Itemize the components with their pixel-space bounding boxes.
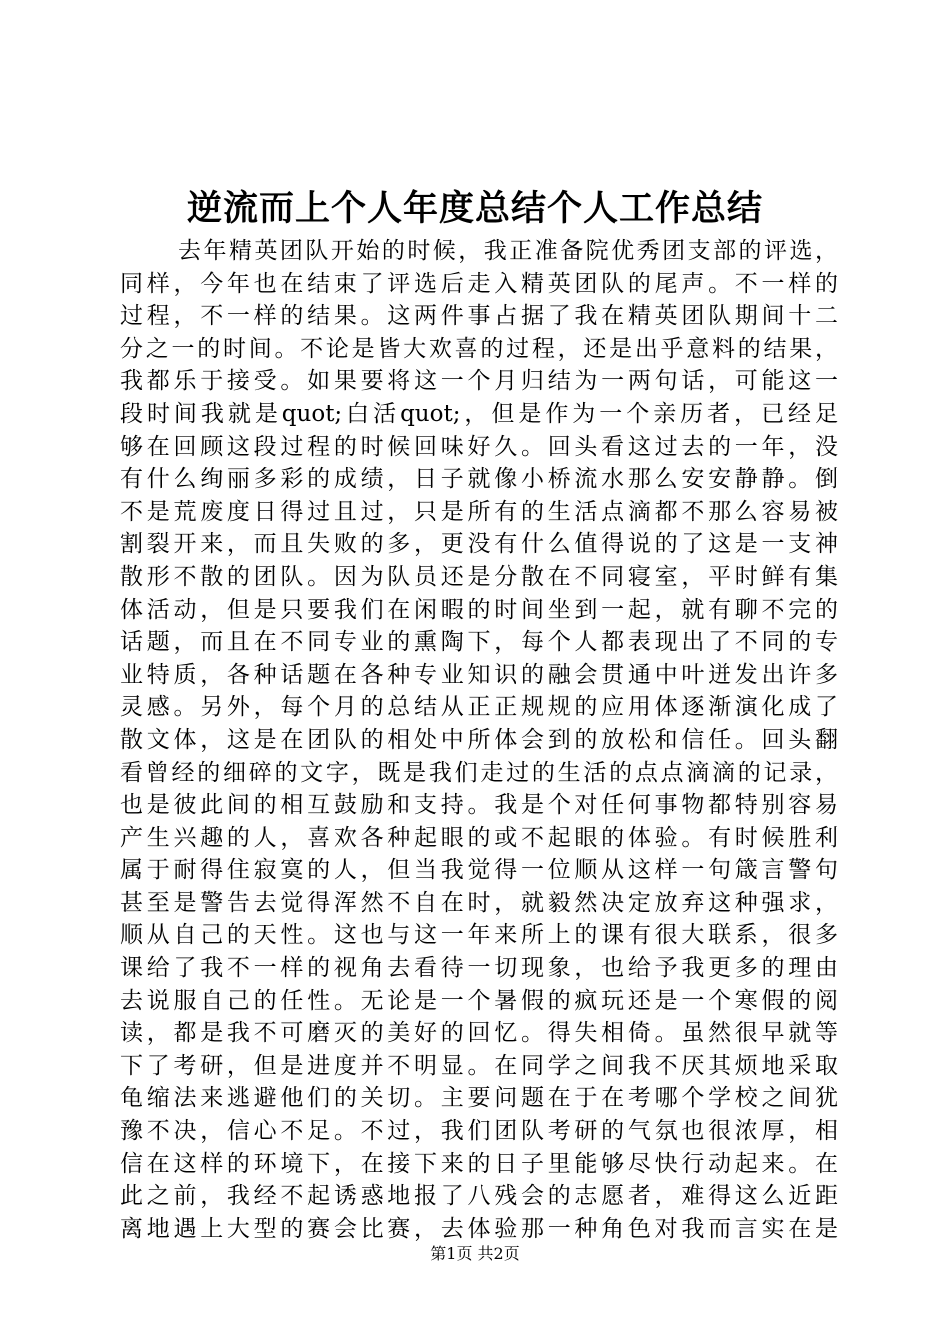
text-line: 同样，今年也在结束了评选后走入精英团队的尾声。不一样的 xyxy=(120,270,838,297)
text-line: 体活动，但是只要我们在闲暇的时间坐到一起，就有聊不完的 xyxy=(120,596,838,623)
text-line: 顺从自己的天性。这也与这一年来所上的课有很大联系，很多 xyxy=(120,922,838,949)
text-line: 看曾经的细碎的文字，既是我们走过的生活的点点滴滴的记录， xyxy=(120,759,838,786)
text-line: 够在回顾这段过程的时候回味好久。回头看这过去的一年，没 xyxy=(120,433,838,460)
text-line: 话题，而且在不同专业的熏陶下，每个人都表现出了不同的专 xyxy=(120,629,838,656)
text-line: 属于耐得住寂寞的人，但当我觉得一位顺从这样一句箴言警句 xyxy=(120,857,838,884)
text-line: 去说服自己的任性。无论是一个暑假的疯玩还是一个寒假的阅 xyxy=(120,987,838,1014)
text-line: 段时间我就是quot;白活quot;，但是作为一个亲历者，已经足 xyxy=(120,400,838,427)
text-line: 读，都是我不可磨灭的美好的回忆。得失相倚。虽然很早就等 xyxy=(120,1020,838,1047)
text-line: 龟缩法来逃避他们的关切。主要问题在于在考哪个学校之间犹 xyxy=(120,1085,838,1112)
text-line: 信在这样的环境下，在接下来的日子里能够尽快行动起来。在 xyxy=(120,1150,838,1177)
document-title: 逆流而上个人年度总结个人工作总结 xyxy=(186,189,763,229)
text-line: 过程，不一样的结果。这两件事占据了我在精英团队期间十二 xyxy=(120,303,838,330)
text-line: 此之前，我经不起诱惑地报了八残会的志愿者，难得这么近距 xyxy=(120,1183,838,1210)
text-line: 业特质，各种话题在各种专业知识的融会贯通中叶迸发出许多 xyxy=(120,661,838,688)
text-line: 不是荒废度日得过且过，只是所有的生活点滴都不那么容易被 xyxy=(120,498,838,525)
page-footer: 第1页 共2页 xyxy=(430,1244,520,1263)
text-line: 去年精英团队开始的时候，我正准备院优秀团支部的评选， xyxy=(178,238,838,264)
text-line: 有什么绚丽多彩的成绩，日子就像小桥流水那么安安静静。倒 xyxy=(120,466,838,493)
text-line: 产生兴趣的人，喜欢各种起眼的或不起眼的体验。有时候胜利 xyxy=(120,824,838,851)
text-line: 分之一的时间。不论是皆大欢喜的过程，还是出乎意料的结果， xyxy=(120,335,838,362)
text-line: 我都乐于接受。如果要将这一个月归结为一两句话，可能这一 xyxy=(120,368,838,395)
text-line: 下了考研，但是进度并不明显。在同学之间我不厌其烦地采取 xyxy=(120,1052,838,1079)
text-line: 散形不散的团队。因为队员还是分散在不同寝室，平时鲜有集 xyxy=(120,563,838,590)
text-line: 离地遇上大型的赛会比赛，去体验那一种角色对我而言实在是 xyxy=(120,1215,838,1242)
text-line: 甚至是警告去觉得浑然不自在时，就毅然决定放弃这种强求， xyxy=(120,889,838,916)
text-line: 割裂开来，而且失败的多，更没有什么值得说的了这是一支神 xyxy=(120,531,838,558)
text-line: 也是彼此间的相互鼓励和支持。我是个对任何事物都特别容易 xyxy=(120,792,838,819)
body-paragraph xyxy=(120,235,838,1245)
text-line: 豫不决，信心不足。不过，我们团队考研的气氛也很浓厚，相 xyxy=(120,1118,838,1145)
text-line: 散文体，这是在团队的相处中所体会到的放松和信任。回头翻 xyxy=(120,726,838,753)
text-line: 灵感。另外，每个月的总结从正正规规的应用体逐渐演化成了 xyxy=(120,694,838,721)
text-line: 课给了我不一样的视角去看待一切现象，也给予我更多的理由 xyxy=(120,955,838,982)
